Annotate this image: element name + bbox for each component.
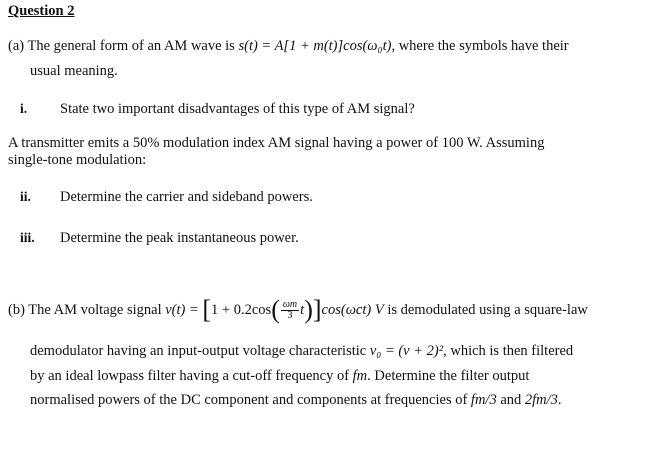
part-b-line2	[30, 342, 573, 360]
question-title: Question 2	[8, 3, 75, 19]
part-a-label: (a)	[8, 38, 25, 54]
part-b-text: The AM voltage signal	[28, 301, 162, 318]
part-b-line4	[30, 391, 562, 409]
part-a-line1	[8, 37, 569, 55]
bracket-close: ]	[312, 294, 322, 324]
paren-close: )	[304, 294, 313, 324]
question-iii-number: iii.	[20, 230, 35, 245]
part-b-line3	[30, 367, 529, 385]
part-a-text: The general form of an AM wave is	[27, 38, 235, 54]
part-a-formula: s(t) = A[1 + m(t)]cos(ω₀t)	[238, 38, 392, 54]
frequency-1: fm/3	[470, 392, 497, 408]
intro-line2: single-tone modulation:	[8, 152, 147, 168]
question-iii-text: Determine the peak instantaneous power.	[60, 230, 299, 246]
part-b-line4-text: normalised powers of the DC component and components at frequencies of	[30, 392, 468, 408]
part-a-line2: usual meaning.	[30, 63, 118, 79]
fraction	[281, 300, 299, 321]
part-b-text-after: is demodulated using a square-law	[387, 301, 588, 318]
part-b-line4-and: and	[500, 392, 522, 408]
part-b-formula-inner: 1 + 0.2cos	[211, 301, 272, 318]
question-ii-number: ii.	[20, 189, 31, 204]
question-ii	[20, 188, 313, 206]
question-i-text: State two important disadvantages of this type of AM signal?	[60, 101, 415, 117]
part-b-line2-after: , which is then filtered	[443, 343, 574, 359]
part-b-line3-text: by an ideal lowpass filter having a cut-off frequency of	[30, 368, 350, 384]
part-b-formula-lhs: v(t) =	[165, 301, 199, 318]
question-i	[20, 100, 415, 118]
paren-open: (	[271, 294, 280, 324]
part-b-line1	[8, 294, 588, 324]
question-i-number: i.	[20, 101, 28, 116]
part-b-line4-end: .	[557, 392, 562, 408]
part-a-text-after: , where the symbols have their	[391, 38, 569, 54]
fraction-numerator: ωm	[282, 299, 298, 310]
part-b-label: (b)	[8, 301, 25, 318]
question-ii-text: Determine the carrier and sideband powers.	[60, 189, 313, 205]
part-b-formula-t: t	[300, 301, 305, 318]
part-b-line3-formula: fm	[352, 368, 368, 384]
question-iii	[20, 229, 299, 247]
frequency-2: 2fm/3	[524, 392, 558, 408]
part-b-line3-after: . Determine the filter output	[367, 368, 530, 384]
intro-line1: A transmitter emits a 50% modulation index AM signal having a power of 100 W. Assuming	[8, 135, 545, 151]
part-b-line2-text: demodulator having an input-output voltage characteristic	[30, 343, 367, 359]
fraction-denominator: 3	[287, 310, 293, 321]
part-b-formula-rhs: cos(ωct) V	[321, 301, 384, 318]
bracket-open: [	[202, 294, 212, 324]
part-b-line2-formula: v₀ = (v + 2)²	[369, 343, 444, 359]
